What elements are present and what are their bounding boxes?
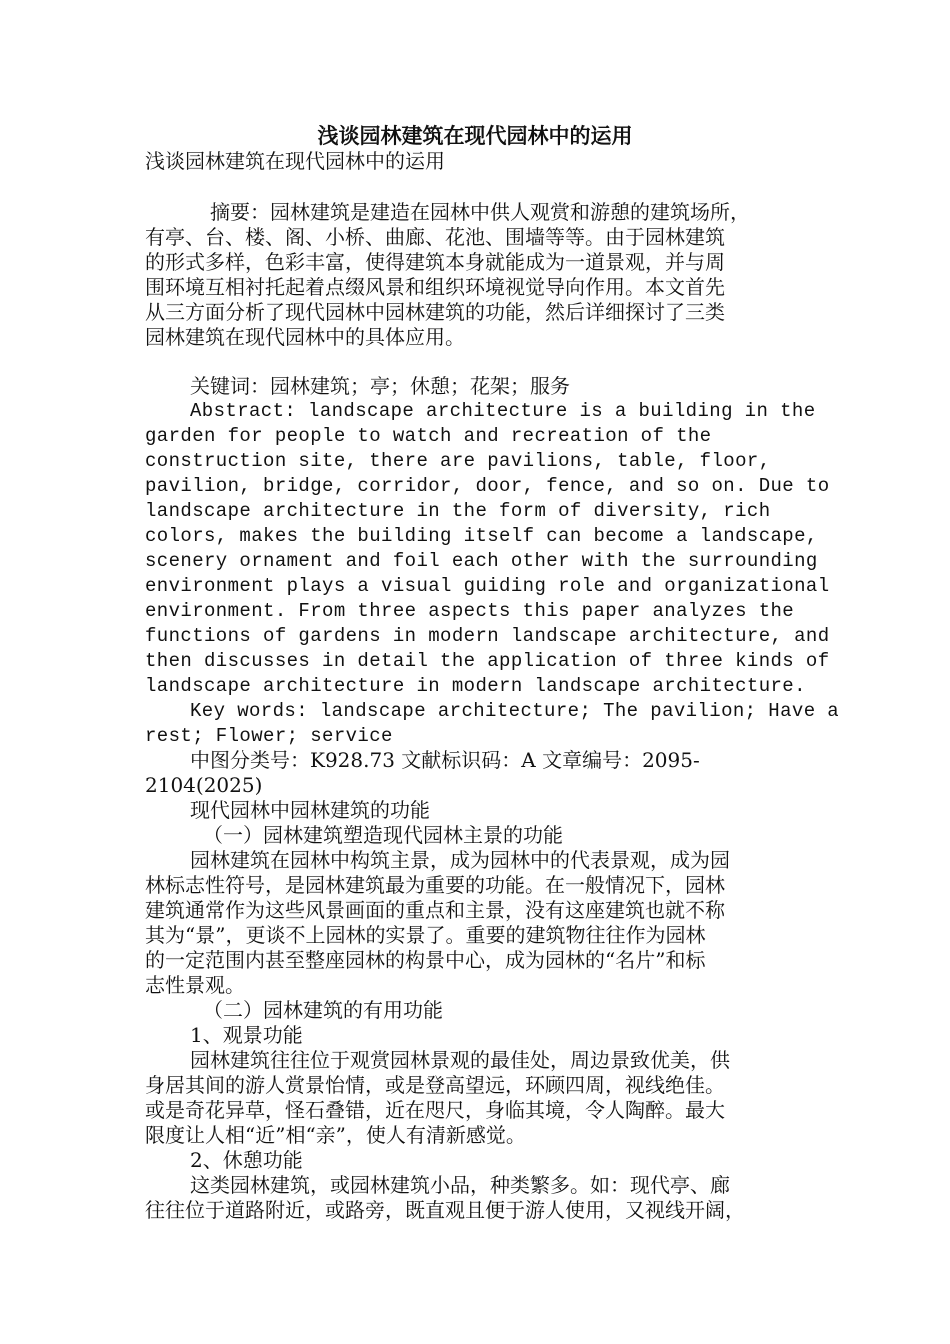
keywords-en-line: Key words: landscape architecture; The pavilion; Have a	[190, 700, 840, 722]
keywords-en-line: rest; Flower; service	[145, 725, 393, 747]
paragraph-line: 其为“景”，更谈不上园林的实景了。重要的建筑物往往作为园林	[145, 923, 706, 947]
keywords-cn: 关键词：园林建筑；亭；休憩；花架；服务	[190, 374, 570, 398]
abstract-en-line: Abstract: landscape architecture is a building in the	[190, 400, 816, 422]
abstract-en-line: then discusses in detail the application of three kinds of	[145, 650, 830, 672]
abstract-cn-line: 从三方面分析了现代园林中园林建筑的功能，然后详细探讨了三类	[145, 300, 725, 324]
abstract-cn-line: 摘要：园林建筑是建造在园林中供人观赏和游憩的建筑场所，	[210, 200, 750, 224]
abstract-en-line: environment. From three aspects this paper analyzes the	[145, 600, 795, 622]
abstract-cn-line: 的形式多样，色彩丰富，使得建筑本身就能成为一道景观，并与周	[145, 250, 725, 274]
abstract-cn-line: 有亭、台、楼、阁、小桥、曲廊、花池、围墙等等。由于园林建筑	[145, 225, 725, 249]
item-heading: 1、观景功能	[190, 1023, 303, 1047]
paragraph-line: 或是奇花异草，怪石叠错，近在咫尺，身临其境，令人陶醉。最大	[145, 1098, 725, 1122]
abstract-en-line: garden for people to watch and recreation of the	[145, 425, 712, 447]
abstract-en-line: landscape architecture in modern landscape architecture.	[145, 675, 806, 697]
subsection-heading: （一）园林建筑塑造现代园林主景的功能	[203, 823, 563, 847]
abstract-en-line: environment plays a visual guiding role and organizational	[145, 575, 830, 597]
abstract-cn-line: 围环境互相衬托起着点缀风景和组织环境视觉导向作用。本文首先	[145, 275, 725, 299]
paragraph-line: 的一定范围内甚至整座园林的构景中心，成为园林的“名片”和标	[145, 948, 706, 972]
paragraph-line: 往往位于道路附近，或路旁，既直观且便于游人使用，又视线开阔，	[145, 1198, 745, 1222]
paragraph-line: 身居其间的游人赏景怡情，或是登高望远，环顾四周，视线绝佳。	[145, 1073, 725, 1097]
paragraph-line: 园林建筑在园林中构筑主景，成为园林中的代表景观，成为园	[190, 848, 730, 872]
abstract-en-line: pavilion, bridge, corridor, door, fence, and so on. Due to	[145, 475, 830, 497]
document-title: 浅谈园林建筑在现代园林中的运用	[317, 123, 633, 148]
subsection-heading: （二）园林建筑的有用功能	[203, 998, 443, 1022]
paragraph-line: 建筑通常作为这些风景画面的重点和主景，没有这座建筑也就不称	[145, 898, 725, 922]
abstract-en-line: functions of gardens in modern landscape architecture, and	[145, 625, 830, 647]
classification-line: 2104(2025)	[145, 773, 263, 797]
abstract-en-line: landscape architecture in the form of diversity, rich	[145, 500, 771, 522]
abstract-en-line: scenery ornament and foil each other with the surrounding	[145, 550, 818, 572]
paragraph-line: 限度让人相“近”相“亲”，使人有清新感觉。	[145, 1123, 526, 1147]
classification-line: 中图分类号：K928.73 文献标识码：A 文章编号：2095-	[190, 748, 700, 772]
paragraph-line: 林标志性符号，是园林建筑最为重要的功能。在一般情况下，园林	[145, 873, 725, 897]
document-subtitle: 浅谈园林建筑在现代园林中的运用	[145, 149, 445, 173]
abstract-en-line: colors, makes the building itself can become a landscape,	[145, 525, 818, 547]
abstract-cn-line: 园林建筑在现代园林中的具体应用。	[145, 325, 465, 349]
abstract-en-line: construction site, there are pavilions, table, floor,	[145, 450, 771, 472]
paragraph-line: 志性景观。	[145, 973, 245, 997]
paragraph-line: 这类园林建筑，或园林建筑小品，种类繁多。如：现代亭、廊	[190, 1173, 730, 1197]
item-heading: 2、休憩功能	[190, 1148, 303, 1172]
section-heading: 现代园林中园林建筑的功能	[190, 798, 430, 822]
paragraph-line: 园林建筑往往位于观赏园林景观的最佳处，周边景致优美，供	[190, 1048, 730, 1072]
